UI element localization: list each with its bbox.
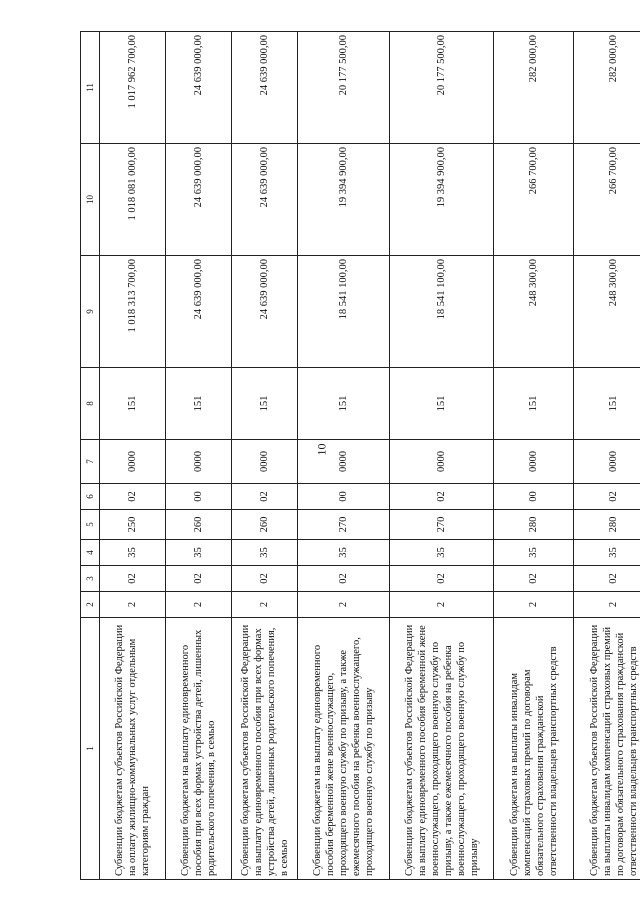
table-row (232, 32, 298, 880)
cell-col4: 35 (494, 540, 574, 566)
cell-col6: 02 (390, 484, 494, 510)
header-cell: 7 (81, 440, 100, 484)
cell-col7: 0000 (390, 440, 494, 484)
header-row (81, 32, 100, 880)
row-name: Субвенции бюджетам на выплату единовременного пособия при всех формах устройства детей, лишенных родительского попечения, в семью (166, 618, 232, 880)
cell-col6: 02 (574, 484, 640, 510)
cell-col5: 250 (100, 510, 166, 540)
cell-col10: 24 639 000,00 (232, 144, 298, 256)
cell-col4: 35 (100, 540, 166, 566)
header-cell: 1 (81, 618, 100, 880)
table-row (494, 32, 574, 880)
row-name: Субвенции бюджетам на выплаты инвалидам компенсаций страховых премий по договорам обязательного страхования гражданской ответственности владельцев транспортных средств (494, 618, 574, 880)
row-name: Субвенции бюджетам субъектов Российской Федерации на выплату единовременного пособия при всех формах устройства детей, лишенных родительского попечения, в семью (232, 618, 298, 880)
cell-col6: 02 (232, 484, 298, 510)
cell-col9: 24 639 000,00 (232, 256, 298, 368)
cell-col7: 0000 (232, 440, 298, 484)
cell-col4: 35 (232, 540, 298, 566)
cell-col5: 280 (494, 510, 574, 540)
cell-col9: 1 018 313 700,00 (100, 256, 166, 368)
cell-col7: 0000 (574, 440, 640, 484)
cell-col11: 24 639 000,00 (232, 32, 298, 144)
header-cell: 11 (81, 32, 100, 144)
cell-col11: 282 000,00 (494, 32, 574, 144)
cell-col2: 2 (166, 592, 232, 618)
cell-col6: 00 (494, 484, 574, 510)
cell-col8: 151 (494, 368, 574, 440)
cell-col2: 2 (232, 592, 298, 618)
row-name: Субвенции бюджетам субъектов Российской Федерации на оплату жилищно-коммунальных услуг отдельным категориям граждан (100, 618, 166, 880)
cell-col4: 35 (390, 540, 494, 566)
header-cell: 5 (81, 510, 100, 540)
cell-col7: 0000 (166, 440, 232, 484)
cell-col5: 270 (390, 510, 494, 540)
cell-col9: 24 639 000,00 (166, 256, 232, 368)
table-row (166, 32, 232, 880)
cell-col3: 02 (100, 566, 166, 592)
cell-col2: 2 (298, 592, 390, 618)
header-cell: 8 (81, 368, 100, 440)
budget-table (80, 31, 640, 880)
cell-col11: 282 000,00 (574, 32, 640, 144)
cell-col4: 35 (298, 540, 390, 566)
cell-col4: 35 (166, 540, 232, 566)
cell-col5: 270 (298, 510, 390, 540)
cell-col10: 24 639 000,00 (166, 144, 232, 256)
cell-col11: 24 639 000,00 (166, 32, 232, 144)
table-row (100, 32, 166, 880)
cell-col8: 151 (298, 368, 390, 440)
cell-col3: 02 (232, 566, 298, 592)
table-row (390, 32, 494, 880)
cell-col6: 02 (100, 484, 166, 510)
cell-col8: 151 (166, 368, 232, 440)
cell-col6: 00 (298, 484, 390, 510)
table-row (574, 32, 640, 880)
cell-col2: 2 (574, 592, 640, 618)
cell-col3: 02 (298, 566, 390, 592)
row-name: Субвенции бюджетам субъектов Российской Федерации на выплаты инвалидам компенсаций страховых премий по договорам обязательного страхования гражданской ответственности владельцев транспортных средств (574, 618, 640, 880)
cell-col3: 02 (390, 566, 494, 592)
cell-col8: 151 (574, 368, 640, 440)
cell-col11: 1 017 962 700,00 (100, 32, 166, 144)
header-cell: 6 (81, 484, 100, 510)
cell-col11: 20 177 500,00 (298, 32, 390, 144)
cell-col2: 2 (390, 592, 494, 618)
cell-col10: 1 018 081 000,00 (100, 144, 166, 256)
cell-col5: 260 (232, 510, 298, 540)
cell-col3: 02 (494, 566, 574, 592)
cell-col2: 2 (494, 592, 574, 618)
cell-col6: 00 (166, 484, 232, 510)
cell-col7: 0000 (100, 440, 166, 484)
cell-col9: 18 541 100,00 (298, 256, 390, 368)
cell-col2: 2 (100, 592, 166, 618)
row-name: Субвенции бюджетам на выплату единовременного пособия беременной жене военнослужащего, проходящего военную службу по призыву, а также ежемесячного пособия на ребенка военнослужащего, проходящего военную службу по призыву (298, 618, 390, 880)
header-cell: 4 (81, 540, 100, 566)
page-number: 10 (314, 443, 329, 456)
cell-col5: 260 (166, 510, 232, 540)
rotated-table-wrapper (80, 32, 639, 880)
header-cell: 3 (81, 566, 100, 592)
cell-col10: 266 700,00 (494, 144, 574, 256)
header-cell: 2 (81, 592, 100, 618)
cell-col8: 151 (390, 368, 494, 440)
cell-col10: 19 394 900,00 (390, 144, 494, 256)
cell-col9: 248 300,00 (574, 256, 640, 368)
header-cell: 10 (81, 144, 100, 256)
row-name: Субвенции бюджетам субъектов Российской Федерации на выплату единовременного пособия беременной жене военнослужащего, проходящего военную службу по призыву, а также ежемесячного пособия на ребенка военнослужащего, проходящего военную службу по призыву (390, 618, 494, 880)
table-row (298, 32, 390, 880)
cell-col10: 19 394 900,00 (298, 144, 390, 256)
cell-col9: 248 300,00 (494, 256, 574, 368)
cell-col7: 0000 (298, 440, 390, 484)
cell-col10: 266 700,00 (574, 144, 640, 256)
cell-col9: 18 541 100,00 (390, 256, 494, 368)
cell-col8: 151 (232, 368, 298, 440)
cell-col3: 02 (166, 566, 232, 592)
cell-col3: 02 (574, 566, 640, 592)
cell-col4: 35 (574, 540, 640, 566)
cell-col11: 20 177 500,00 (390, 32, 494, 144)
header-cell: 9 (81, 256, 100, 368)
cell-col7: 0000 (494, 440, 574, 484)
cell-col5: 280 (574, 510, 640, 540)
cell-col8: 151 (100, 368, 166, 440)
